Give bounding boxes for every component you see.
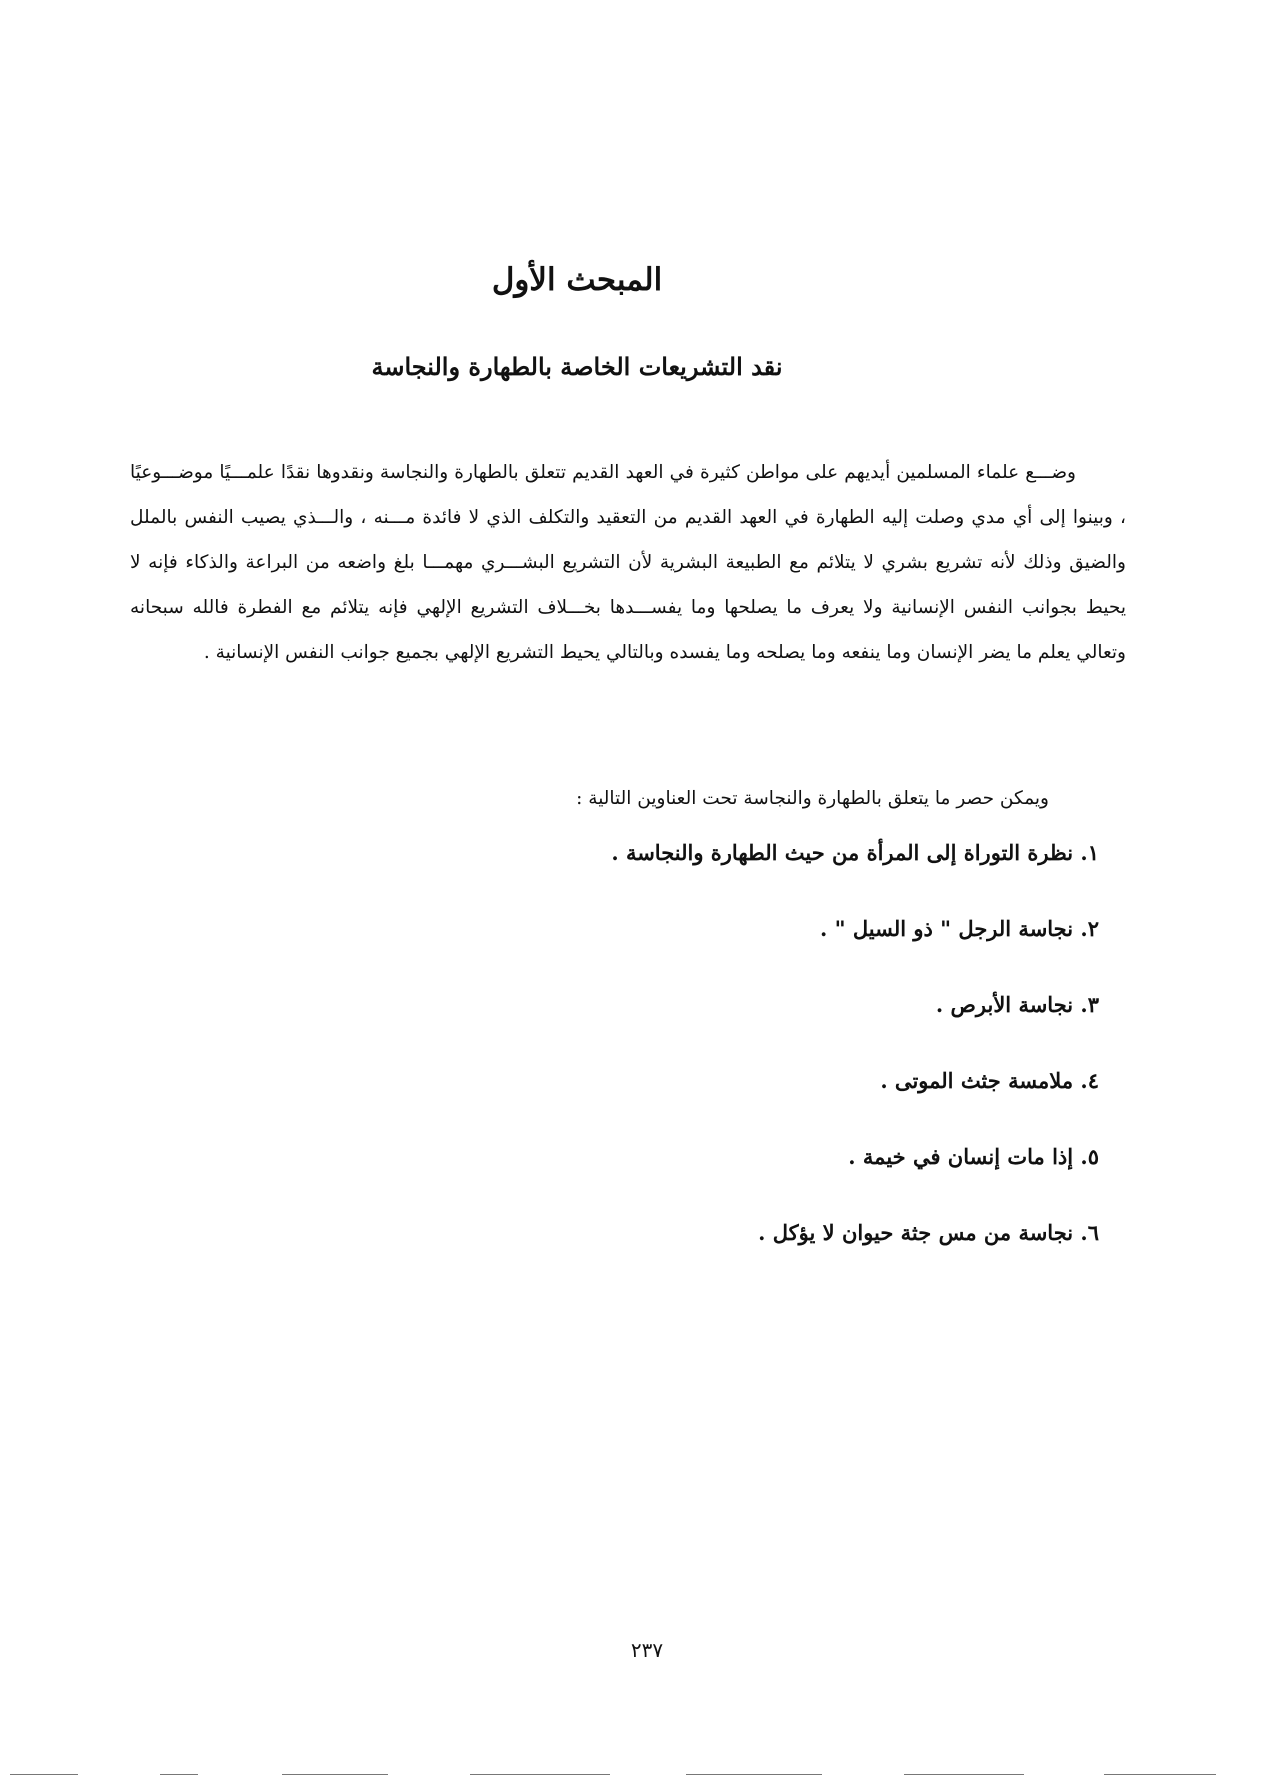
list-item: ٢. نجاسة الرجل " ذو السيل " . — [819, 916, 1099, 941]
scan-edge-line — [904, 1774, 1024, 1775]
topics-list — [611, 836, 1099, 1292]
section-title: المبحث الأول — [491, 262, 663, 298]
scan-edge-line — [686, 1774, 822, 1775]
section-subtitle: نقد التشريعات الخاصة بالطهارة والنجاسة — [371, 352, 783, 381]
scan-edge-line — [1104, 1774, 1216, 1775]
list-intro: ويمكن حصر ما يتعلق بالطهارة والنجاسة تحت العناوين التالية : — [576, 788, 1049, 809]
list-item: ٣. نجاسة الأبرص . — [935, 992, 1099, 1017]
list-item: ٥. إذا مات إنسان في خيمة . — [848, 1144, 1099, 1169]
list-item: ٤. ملامسة جثث الموتى . — [880, 1068, 1099, 1093]
page-number: ٢٣٧ — [630, 1638, 664, 1662]
list-item: ١. نظرة التوراة إلى المرأة من حيث الطهارة والنجاسة . — [611, 840, 1099, 865]
scan-edge-line — [282, 1774, 388, 1775]
body-paragraph: وضـــع علماء المسلمين أيديهم على مواطن كثيرة في العهد القديم تتعلق بالطهارة والنجاسة ونقدوها نقدًا علمـــيًا موضـــوعيًا ، وبينوا إلى أي مدي وصلت إليه الطهارة في العهد القديم من التعقيد والتكلف الذي لا فائدة مـــنه ، والـــذي يصيب النفس بالملل والضيق وذلك لأنه تشريع بشري لا يتلائم مع الطبيعة البشرية لأن التشريع البشـــري مهمـــا بلغ واضعه من البراعة والذكاء فإنه لا يحيط بجوانب النفس الإنسانية ولا يعرف ما يصلحها وما يفســـدها بخـــلاف التشريع الإلهي فإنه يتلائم مع الفطرة فالله سبحانه وتعالي يعلم ما يضر الإنسان وما ينفعه وما يصلحه وما يفسده وبالتالي يحيط التشريع الإلهي بجميع جوانب النفس الإنسانية . — [130, 462, 1126, 663]
scan-edge-line — [10, 1774, 78, 1775]
list-item: ٦. نجاسة من مس جثة حيوان لا يؤكل . — [758, 1220, 1099, 1245]
scan-edge-line — [160, 1774, 198, 1775]
scan-edge-line — [470, 1774, 610, 1775]
